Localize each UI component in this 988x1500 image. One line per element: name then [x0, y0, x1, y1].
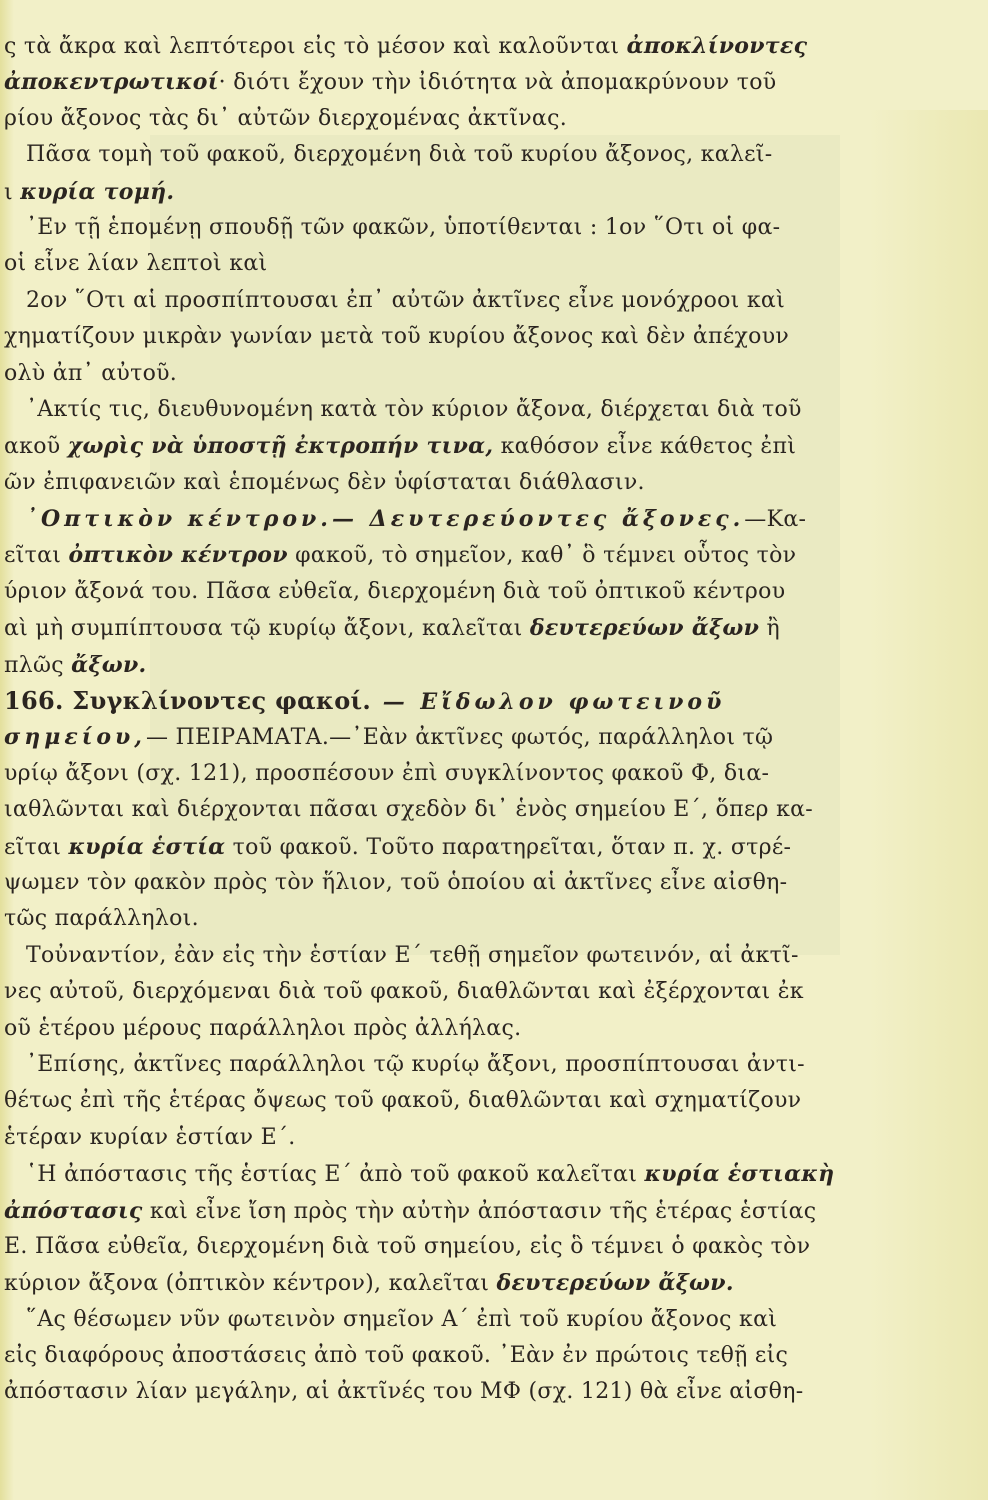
text-line [4, 392, 864, 428]
bold-term: ἀποκλίνοντες [626, 33, 808, 59]
line-text: ᾿Εν τῇ ἑπομένῃ σπουδῇ τῶν φακῶν, ὑποτίθενται : 1ον ῞Οτι οἱ φα- [26, 214, 781, 240]
text-line [4, 1338, 864, 1374]
text-line [4, 974, 864, 1010]
paper-edge-tint [868, 110, 988, 1500]
line-text: πλῶς [4, 652, 72, 678]
text-line [4, 174, 864, 210]
text-line [4, 719, 864, 755]
text-line [4, 574, 864, 610]
line-text: ᾿Ακτίς τις, διευθυνομένη κατὰ τὸν κύριον ἄξονα, διέρχεται διὰ τοῦ [26, 396, 802, 422]
line-text: κύριον ἄξονα (ὀπτικὸν κέντρον), καλεῖται [4, 1271, 497, 1297]
text-line [4, 1193, 864, 1229]
text-line [4, 64, 864, 100]
text-line [4, 683, 864, 719]
line-text: τῶς παράλληλοι. [4, 906, 199, 932]
line-text: ῾Η ἀπόστασις τῆς ἑστίας Ε΄ ἀπὸ τοῦ φακοῦ καλεῖται [26, 1162, 645, 1188]
line-text: —Κα- [744, 507, 807, 533]
line-text: οἱ εἶνε λίαν λεπτοὶ καὶ [4, 251, 268, 277]
line-text: ᾿Επίσης, ἀκτῖνες παράλληλοι τῷ κυρίῳ ἄξονι, προσπίπτουσαι ἀντι- [26, 1051, 805, 1077]
line-text: ολὺ ἀπ᾿ αὐτοῦ. [4, 360, 178, 386]
line-text: θέτως ἐπὶ τῆς ἑτέρας ὄψεως τοῦ φακοῦ, διαθλῶνται καὶ σχηματίζουν [4, 1088, 802, 1114]
line-text: ύριον ἄξονά του. Πᾶσα εὐθεῖα, διερχομένη διὰ τοῦ ὀπτικοῦ κέντρου [4, 578, 786, 604]
line-text: ι [4, 179, 21, 205]
line-text: 2ον ῞Οτι αἱ προσπίπτουσαι ἐπ᾿ αὐτῶν ἀκτῖνες εἶνε μονόχροοι καὶ [26, 287, 786, 313]
text-line [4, 829, 864, 865]
line-text: Τοὐναντίον, ἐὰν εἰς τὴν ἑστίαν Ε΄ τεθῇ σημεῖον φωτεινόν, αἱ ἀκτῖ- [26, 942, 799, 968]
text-line [4, 319, 864, 355]
text-line [4, 647, 864, 683]
text-line [4, 501, 864, 537]
text-line [4, 101, 864, 137]
bold-term: κυρία ἑστιακὴ [644, 1161, 835, 1188]
bold-term: ὀπτικὸν κέντρον [68, 542, 288, 569]
bold-term: κυρία ἑστία [68, 833, 226, 860]
line-text: ρίου ἄξονος τὰς δι᾿ αὐτῶν διερχομένας ἀκτῖνας. [4, 105, 568, 131]
text-line [4, 283, 864, 319]
text-line [4, 356, 864, 392]
line-text: ῞Ας θέσωμεν νῦν φωτεινὸν σημεῖον Α΄ ἐπὶ τοῦ κυρίου ἄξονος καὶ [26, 1306, 778, 1332]
text-line [4, 1120, 864, 1156]
line-text: ακοῦ [4, 434, 68, 460]
text-line [4, 537, 864, 573]
text-line [4, 610, 864, 646]
line-text: υρίῳ ἄξονι (σχ. 121), προσπέσουν ἐπὶ συγκλίνοντος φακοῦ Φ, δια- [4, 760, 770, 786]
text-line [4, 865, 864, 901]
text-line [4, 1156, 864, 1192]
bold-term: δευτερεύων ἄξων [529, 615, 760, 642]
line-text: καθόσον εἶνε κάθετος ἐπὶ [493, 434, 797, 460]
bold-term: κυρία τομή. [20, 178, 175, 205]
document-text-body [0, 28, 864, 1411]
bold-term: ἄξων. [71, 651, 147, 678]
line-text: ἢ [759, 616, 780, 642]
line-text: ἑτέραν κυρίαν ἑστίαν Ε΄. [4, 1124, 296, 1150]
line-text: χηματίζουν μικρὰν γωνίαν μετὰ τοῦ κυρίου ἄξονος καὶ δὲν ἀπέχουν [4, 324, 790, 350]
text-line [4, 1047, 864, 1083]
spaced-heading: σημείου, [4, 724, 146, 751]
text-line [4, 210, 864, 246]
line-text: καὶ εἶνε ἴση πρὸς τὴν αὐτὴν ἀπόστασιν τῆς ἑτέρας ἑστίας [142, 1198, 817, 1224]
line-text: ς τὰ ἄκρα καὶ λεπτότεροι εἰς τὸ μέσον καὶ καλοῦνται [4, 34, 627, 59]
text-line [4, 28, 864, 64]
text-line [4, 938, 864, 974]
bold-term: ἀπόστασις [4, 1197, 143, 1224]
text-line [4, 246, 864, 282]
text-line [4, 465, 864, 501]
line-text: ῶν ἐπιφανειῶν καὶ ἑπομένως δὲν ὑφίσταται διάθλασιν. [4, 469, 645, 495]
spaced-heading: ᾿Οπτικὸν κέντρον.— Δευτερεύοντες ἄξονες. [26, 506, 745, 533]
line-text: οῦ ἑτέρου μέρους παράλληλοι πρὸς ἀλλήλας. [4, 1015, 522, 1041]
spaced-heading: — Εἴδωλον φωτεινοῦ [371, 689, 726, 716]
text-line [4, 792, 864, 828]
line-text: — ΠΕΙΡΑΜΑΤΑ.—᾿Εὰν ἀκτῖνες φωτός, παράλληλοι τῷ [145, 725, 774, 751]
line-text: ἀπόστασιν λίαν μεγάλην, αἱ ἀκτῖνές του ΜΦ (σχ. 121) θὰ εἶνε αἰσθη- [4, 1379, 804, 1405]
line-text: τοῦ φακοῦ. Τοῦτο παρατηρεῖται, ὅταν π. χ. στρέ- [225, 834, 792, 860]
text-line [4, 428, 864, 464]
bold-term: δευτερεύων ἄξων. [496, 1270, 734, 1297]
line-text: φακοῦ, τὸ σημεῖον, καθ᾿ ὃ τέμνει οὗτος τὸν [287, 543, 797, 569]
text-line [4, 756, 864, 792]
line-text: Πᾶσα τομὴ τοῦ φακοῦ, διερχομένη διὰ τοῦ κυρίου ἄξονος, καλεῖ- [26, 142, 773, 168]
text-line [4, 901, 864, 937]
line-text: νες αὐτοῦ, διερχόμεναι διὰ τοῦ φακοῦ, διαθλῶνται καὶ ἐξέρχονται ἐκ [4, 979, 804, 1005]
line-text: ιαθλῶνται καὶ διέρχονται πᾶσαι σχεδὸν δι᾿ ἑνὸς σημείου Ε΄, ὅπερ κα- [4, 797, 814, 823]
text-line [4, 1011, 864, 1047]
bold-term: ἀποκεντρωτικοί [4, 69, 219, 96]
bold-term: χωρὶς νὰ ὑποστῇ ἐκτροπήν τινα, [67, 433, 494, 460]
text-line [4, 1083, 864, 1119]
line-text: εἰς διαφόρους ἀποστάσεις ἀπὸ τοῦ φακοῦ. ᾿Εὰν ἐν πρώτοις τεθῇ εἰς [4, 1343, 789, 1369]
line-text: εῖται [4, 543, 69, 569]
text-line [4, 137, 864, 173]
text-line [4, 1229, 864, 1265]
line-text: εῖται [4, 834, 69, 860]
line-text: αὶ μὴ συμπίπτουσα τῷ κυρίῳ ἄξονι, καλεῖται [4, 616, 530, 642]
text-line [4, 1374, 864, 1410]
line-text: · διότι ἔχουν τὴν ἰδιότητα νὰ ἀπομακρύνουν τοῦ [218, 70, 777, 96]
section-number: 166. Συγκλίνοντες φακοί. [4, 686, 372, 716]
text-line [4, 1302, 864, 1338]
line-text: ψωμεν τὸν φακὸν πρὸς τὸν ἥλιον, τοῦ ὁποίου αἱ ἀκτῖνες εἶνε αἰσθη- [4, 869, 788, 895]
text-line [4, 1265, 864, 1301]
line-text: Ε. Πᾶσα εὐθεῖα, διερχομένη διὰ τοῦ σημείου, εἰς ὃ τέμνει ὁ φακὸς τὸν [4, 1233, 811, 1259]
